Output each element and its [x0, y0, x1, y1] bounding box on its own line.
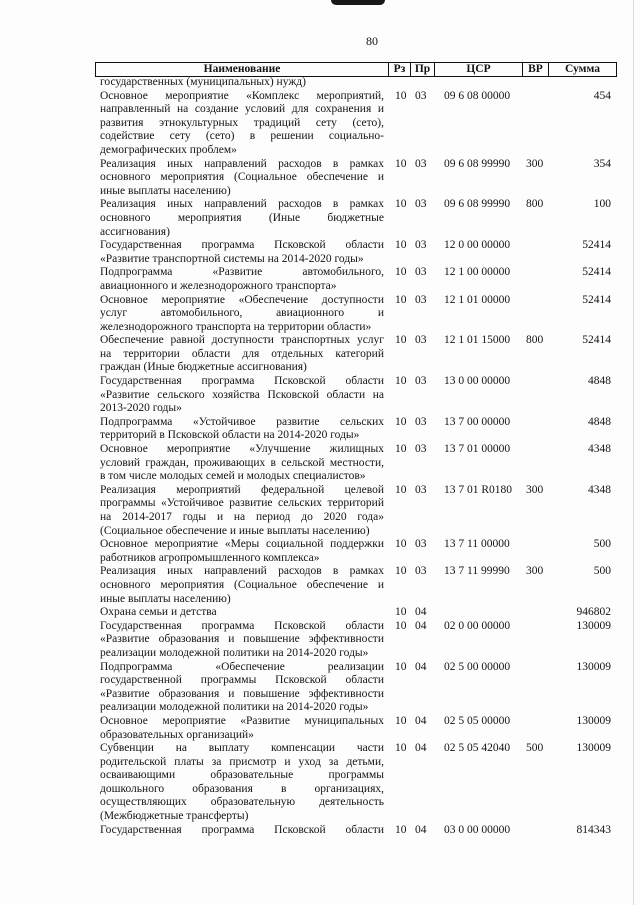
name-line: образовательных организаций» [100, 728, 254, 741]
table-row [95, 620, 617, 661]
name-line: ассигнования) [100, 225, 170, 238]
section-code: 10 [395, 239, 407, 252]
table-row [95, 661, 617, 715]
name-line: осуществляющих образовательную деятельность [100, 796, 384, 809]
header-amount: Сумма [548, 63, 616, 76]
section-code: 10 [395, 415, 407, 428]
target-article-code: 03 0 00 00000 [444, 823, 511, 836]
row-name [100, 606, 384, 620]
name-line: (Социальное обеспечение и иные выплаты населению) [100, 524, 370, 537]
table-row [95, 606, 617, 620]
row-name [100, 565, 384, 606]
section-code: 10 [395, 483, 407, 496]
name-line: территорий в Псковской области на 2014-2020 годы» [100, 429, 360, 442]
name-line: Государственная программа Псковской области [100, 375, 384, 388]
subsection-code: 04 [415, 660, 427, 673]
target-article-code: 13 7 11 00000 [444, 538, 510, 551]
table-row [95, 294, 617, 335]
header-section: Рз [388, 63, 410, 76]
name-line: авиационного и железнодорожного транспорта» [100, 279, 337, 292]
name-line: Реализация иных направлений расходов в рамках [100, 198, 384, 211]
name-line: дошкольного образования в организациях, [100, 782, 384, 795]
scan-clip-shadow [331, 0, 385, 5]
row-name [100, 90, 384, 158]
section-code: 10 [395, 375, 407, 388]
section-code: 10 [395, 660, 407, 673]
name-line: осваивающими образовательные программы [100, 769, 384, 782]
target-article-code: 09 6 08 99990 [444, 157, 511, 170]
expense-type-code: 800 [526, 198, 544, 211]
target-article-code: 13 7 01 00000 [444, 443, 511, 456]
name-line: демографических проблем» [100, 143, 237, 156]
row-name [100, 484, 384, 538]
name-line: услуг автомобильного, авиационного и [100, 307, 384, 320]
expense-type-code: 500 [526, 742, 544, 755]
amount: 4848 [588, 375, 611, 388]
amount: 52414 [582, 266, 611, 279]
target-article-code: 02 5 05 00000 [444, 714, 511, 727]
subsection-code: 04 [415, 823, 427, 836]
target-article-code: 12 1 01 00000 [444, 293, 511, 306]
table-row [95, 90, 617, 158]
row-name [100, 538, 384, 565]
amount: 354 [593, 157, 611, 170]
section-code: 10 [395, 606, 407, 619]
table-row [95, 565, 617, 606]
amount: 946802 [576, 606, 611, 619]
name-line: государственной программы Псковской области [100, 674, 384, 687]
amount: 130009 [576, 660, 611, 673]
target-article-code: 13 7 01 R0180 [444, 483, 513, 496]
subsection-code: 03 [415, 157, 427, 170]
name-line: Государственная программа Псковской области [100, 239, 384, 252]
name-line: основного мероприятия (Социальное обеспечение и [100, 578, 384, 591]
target-article-code: 13 7 11 99990 [444, 565, 510, 578]
target-article-code: 02 5 05 42040 [444, 742, 511, 755]
name-line: Реализация мероприятий федеральной целевой [100, 483, 384, 496]
name-line: Государственная программа Псковской области [100, 619, 384, 632]
table-row [95, 198, 617, 239]
table-row [95, 824, 617, 838]
subsection-code: 04 [415, 619, 427, 632]
subsection-code: 03 [415, 565, 427, 578]
name-line: Охрана семьи и детства [100, 606, 217, 619]
subsection-code: 03 [415, 415, 427, 428]
table-row [95, 266, 617, 293]
row-name [100, 715, 384, 742]
name-line: «Развитие транспортной системы на 2014-2020 годы» [100, 252, 364, 265]
amount: 130009 [576, 742, 611, 755]
header-name: Наименование [203, 63, 281, 75]
amount: 814343 [576, 823, 611, 836]
name-line: Основное мероприятие «Комплекс мероприятий, [100, 89, 384, 102]
table-row [95, 76, 617, 90]
table-row [95, 158, 617, 199]
amount: 500 [593, 565, 611, 578]
name-line: Подпрограмма «Развитие автомобильного, [100, 266, 384, 279]
amount: 130009 [576, 714, 611, 727]
name-line: Основное мероприятие «Развитие муниципальных [100, 714, 384, 727]
amount: 500 [593, 538, 611, 551]
subsection-code: 03 [415, 483, 427, 496]
name-line: (Межбюджетные трансферты) [100, 810, 249, 823]
name-line: граждан (Иные бюджетные ассигнования) [100, 361, 307, 374]
table-header [95, 62, 617, 77]
name-line: основного мероприятия (Иные бюджетные [100, 211, 384, 224]
name-line: Подпрограмма «Обеспечение реализации [100, 660, 384, 673]
row-name [100, 76, 384, 90]
expense-type-code: 300 [526, 565, 544, 578]
name-line: железнодорожного транспорта на территории области» [100, 320, 372, 333]
row-name [100, 742, 384, 824]
table-row [95, 484, 617, 538]
amount: 4348 [588, 443, 611, 456]
amount: 100 [593, 198, 611, 211]
amount: 454 [593, 89, 611, 102]
header-target-article: ЦСР [434, 63, 522, 76]
subsection-code: 03 [415, 443, 427, 456]
name-line: Подпрограмма «Устойчивое развитие сельских [100, 415, 384, 428]
name-line: работников агропромышленного комплекса» [100, 551, 320, 564]
target-article-code: 12 0 00 00000 [444, 239, 511, 252]
amount: 52414 [582, 293, 611, 306]
section-code: 10 [395, 293, 407, 306]
subsection-code: 03 [415, 266, 427, 279]
name-line: условий граждан, проживающих в сельской местности, [100, 456, 384, 469]
name-line: реализации молодежной политики на 2014-2020 годы» [100, 701, 369, 714]
name-line: направленный на создание условий для сохранения и [100, 103, 384, 116]
target-article-code: 12 1 00 00000 [444, 266, 511, 279]
amount: 4348 [588, 483, 611, 496]
subsection-code: 03 [415, 538, 427, 551]
name-line: иные выплаты населению) [100, 184, 231, 197]
name-line: иные выплаты населению) [100, 592, 231, 605]
name-line: Реализация иных направлений расходов в рамках [100, 565, 384, 578]
table-row [95, 334, 617, 375]
scan-edge-line [633, 0, 634, 905]
section-code: 10 [395, 742, 407, 755]
table-row [95, 538, 617, 565]
row-name [100, 294, 384, 335]
row-name [100, 239, 384, 266]
target-article-code: 13 7 00 00000 [444, 415, 511, 428]
table-body [95, 76, 617, 837]
table-row [95, 742, 617, 824]
name-line: Реализация иных направлений расходов в рамках [100, 157, 384, 170]
subsection-code: 03 [415, 375, 427, 388]
subsection-code: 03 [415, 89, 427, 102]
name-line: Основное мероприятие «Обеспечение доступности [100, 293, 384, 306]
row-name [100, 824, 384, 838]
row-name [100, 198, 384, 239]
row-name [100, 158, 384, 199]
section-code: 10 [395, 823, 407, 836]
row-name [100, 620, 384, 661]
row-name [100, 661, 384, 715]
amount: 4848 [588, 415, 611, 428]
name-line: программы «Устойчивое развитие сельских территорий [100, 497, 384, 510]
section-code: 10 [395, 714, 407, 727]
subsection-code: 04 [415, 742, 427, 755]
row-name [100, 266, 384, 293]
section-code: 10 [395, 89, 407, 102]
section-code: 10 [395, 157, 407, 170]
row-name [100, 334, 384, 375]
target-article-code: 13 0 00 00000 [444, 375, 511, 388]
target-article-code: 12 1 01 15000 [444, 334, 511, 347]
section-code: 10 [395, 565, 407, 578]
subsection-code: 03 [415, 293, 427, 306]
header-expense-type: ВР [522, 63, 548, 76]
section-code: 10 [395, 538, 407, 551]
table-row [95, 715, 617, 742]
name-line: Субвенции на выплату компенсации части [100, 742, 384, 755]
target-article-code: 02 5 00 00000 [444, 660, 511, 673]
subsection-code: 04 [415, 714, 427, 727]
name-line: Основное мероприятие «Меры социальной поддержки [100, 538, 384, 551]
section-code: 10 [395, 334, 407, 347]
name-line: в том числе молодых семей и молодых специалистов» [100, 470, 366, 483]
subsection-code: 03 [415, 239, 427, 252]
page-number: 80 [366, 34, 378, 48]
name-line: государственных (муниципальных) нужд) [100, 76, 306, 88]
table-row [95, 443, 617, 484]
subsection-code: 04 [415, 606, 427, 619]
name-line: Обеспечение равной доступности транспортных услуг [100, 334, 384, 347]
name-line: основного мероприятия (Социальное обеспечение и [100, 171, 384, 184]
expense-type-code: 300 [526, 157, 544, 170]
name-line: «Развитие образования и повышение эффективности [100, 633, 384, 646]
section-code: 10 [395, 443, 407, 456]
table-row [95, 239, 617, 266]
expense-type-code: 300 [526, 483, 544, 496]
name-line: реализации молодежной политики на 2014-2020 годы» [100, 646, 369, 659]
table-row [95, 416, 617, 443]
name-line: Основное мероприятие «Улучшение жилищных [100, 443, 384, 456]
target-article-code: 09 6 08 99990 [444, 198, 511, 211]
table-row [95, 375, 617, 416]
name-line: родительской платы за присмотр и уход за детьми, [100, 755, 384, 768]
subsection-code: 03 [415, 198, 427, 211]
name-line: содействие сету (сето) в решении социально- [100, 130, 384, 143]
row-name [100, 443, 384, 484]
row-name [100, 375, 384, 416]
expense-type-code: 800 [526, 334, 544, 347]
name-line: Государственная программа Псковской области [100, 823, 384, 836]
amount: 130009 [576, 619, 611, 632]
amount: 52414 [582, 334, 611, 347]
amount: 52414 [582, 239, 611, 252]
row-name [100, 416, 384, 443]
name-line: 2013-2020 годы» [100, 402, 182, 415]
header-subsection: Пр [410, 63, 434, 76]
section-code: 10 [395, 266, 407, 279]
section-code: 10 [395, 619, 407, 632]
subsection-code: 03 [415, 334, 427, 347]
name-line: «Развитие сельского хозяйства Псковской области на [100, 388, 384, 401]
target-article-code: 02 0 00 00000 [444, 619, 511, 632]
section-code: 10 [395, 198, 407, 211]
name-line: «Развитие образования и повышение эффективности [100, 687, 384, 700]
name-line: на территории области для отдельных категорий [100, 347, 384, 360]
name-line: на 2014-2017 годы и на период до 2020 года» [100, 511, 384, 523]
name-line: развития этнокультурных традиций сету (сето), [100, 116, 384, 129]
target-article-code: 09 6 08 00000 [444, 89, 511, 102]
